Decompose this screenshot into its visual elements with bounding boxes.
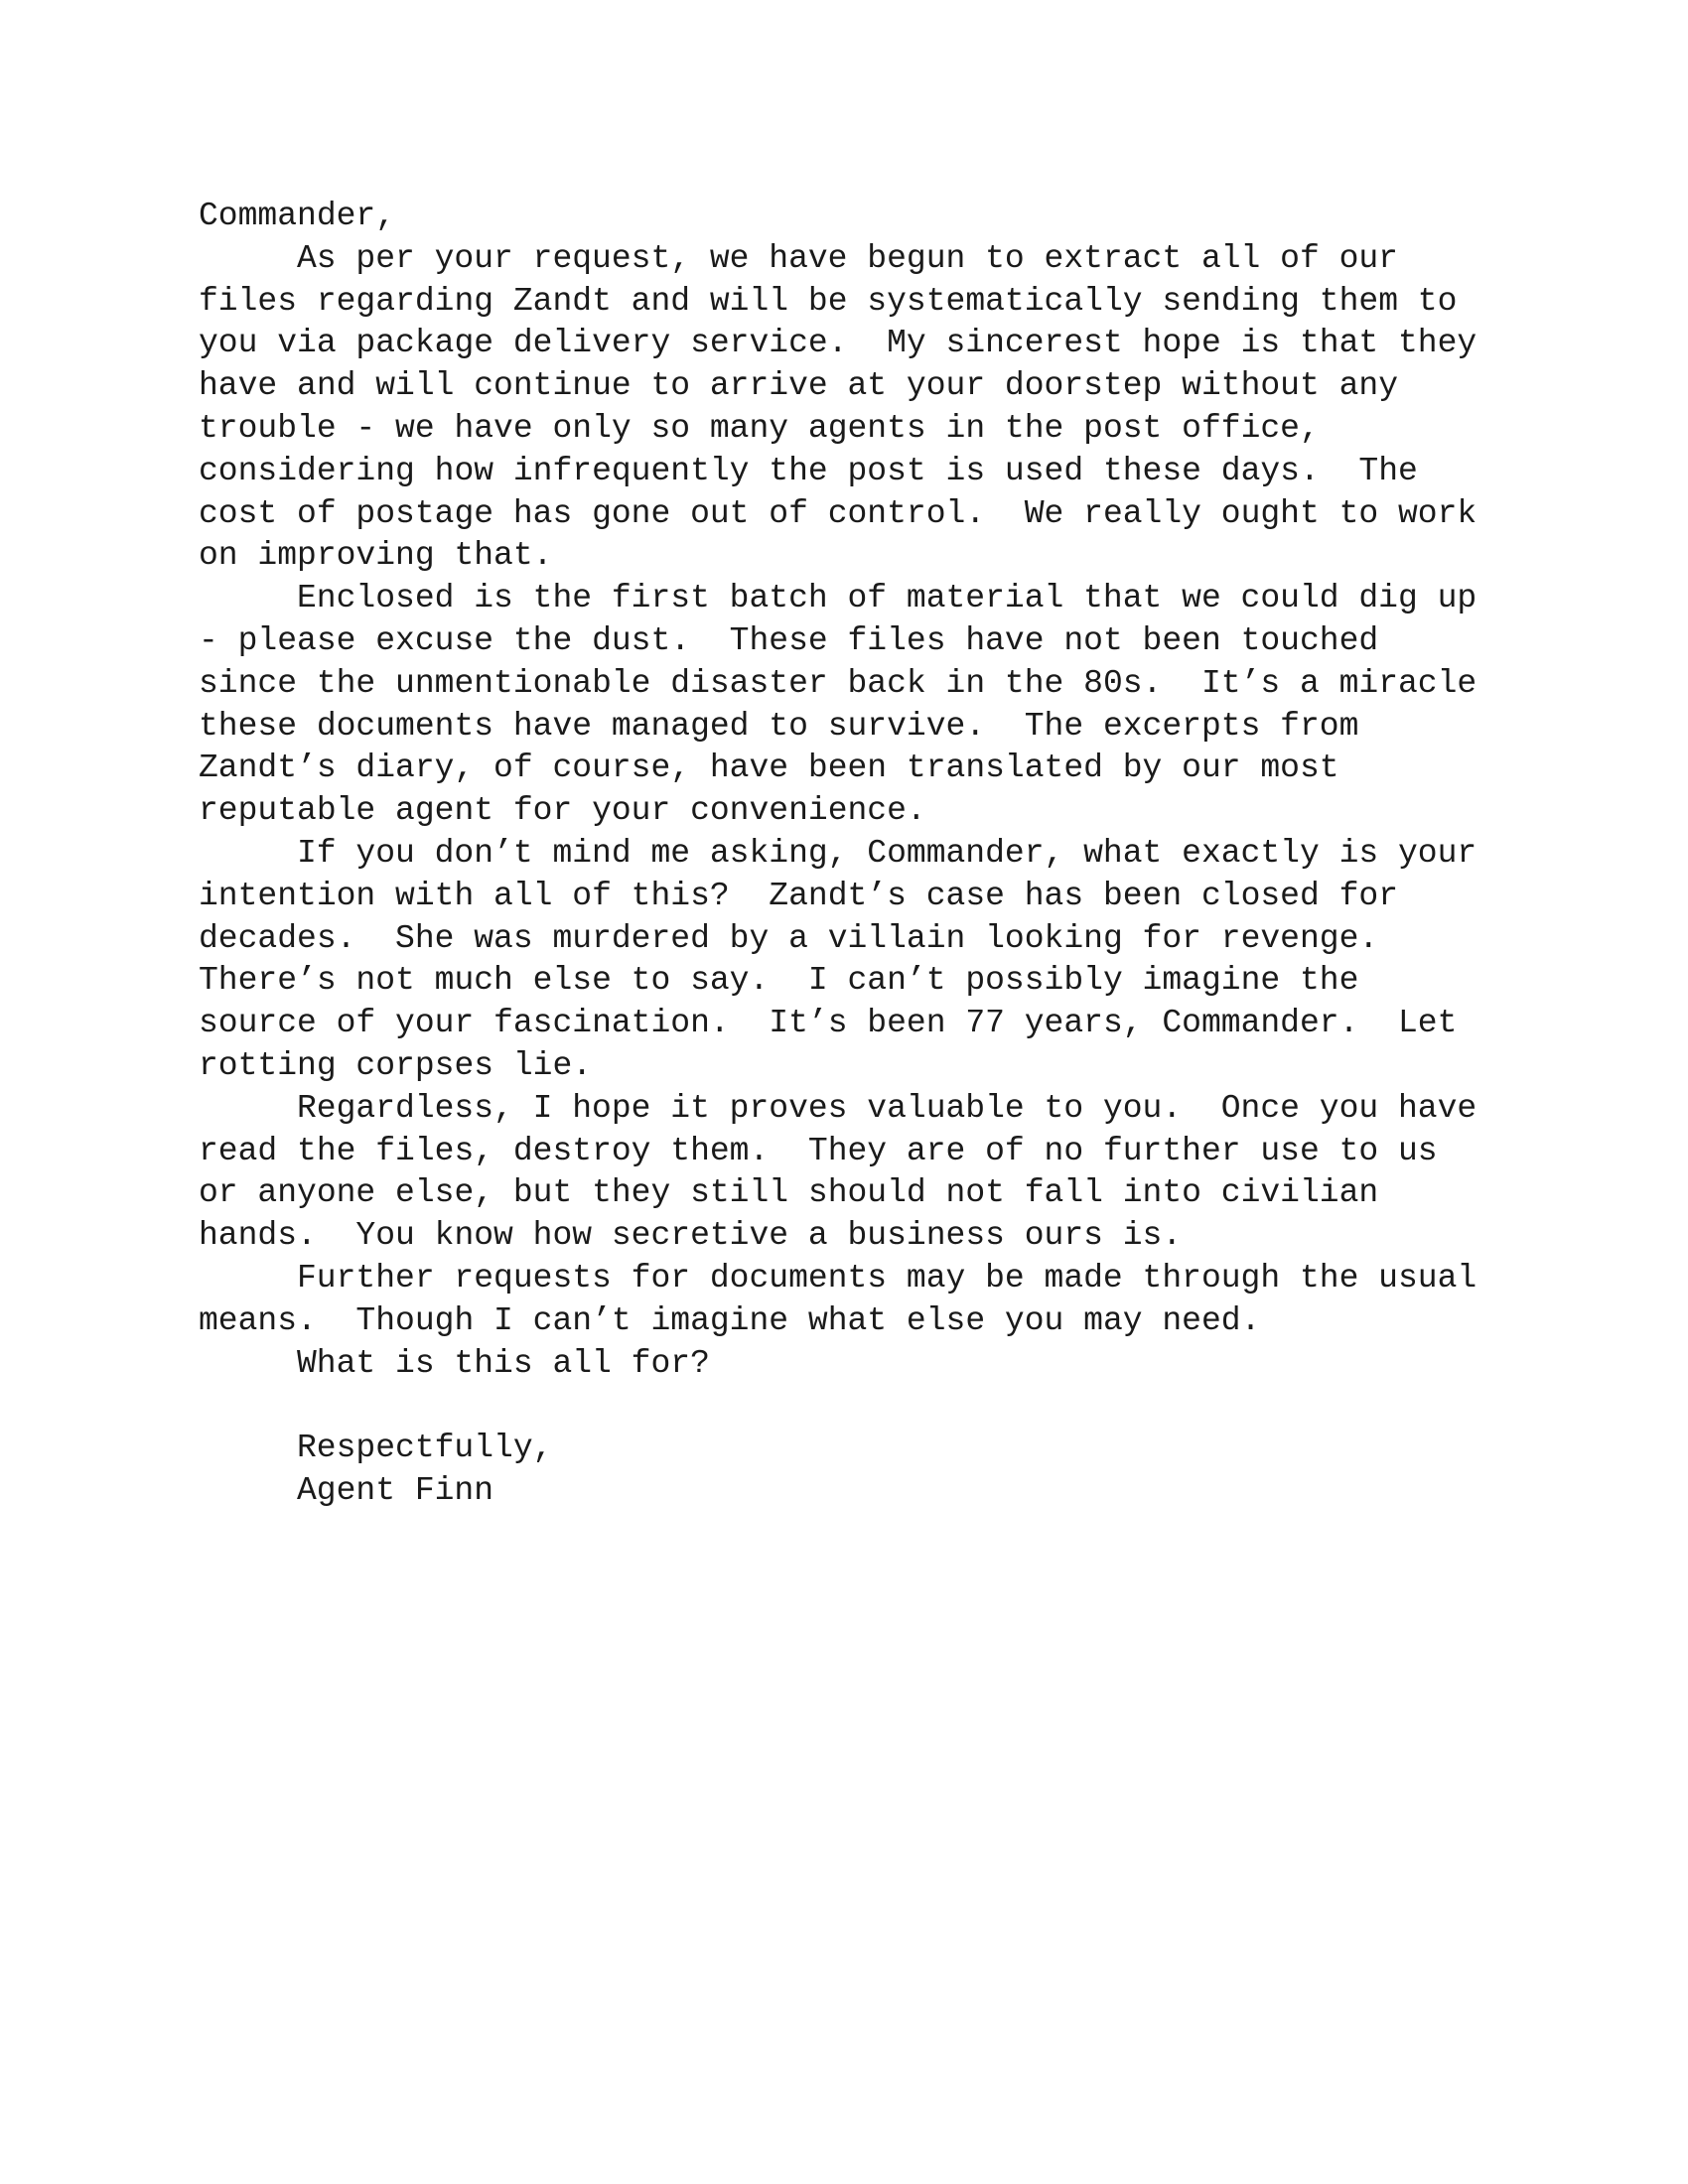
paragraph-request [199, 238, 1477, 578]
closing: Respectfully, [297, 1430, 553, 1467]
salutation: Commander, [199, 198, 396, 234]
text-line: considering how infrequently the post is used these days. The [199, 452, 1418, 489]
text-line: As per your request, we have begun to extract all of our [297, 239, 1398, 277]
text-line: rotting corpses lie. [199, 1046, 593, 1084]
text-line: or anyone else, but they still should not fall into civilian [199, 1174, 1379, 1212]
text-line: cost of postage has gone out of control. We really ought to work [199, 494, 1477, 532]
text-line: on improving that. [199, 537, 553, 575]
text-line: you via package delivery service. My sincerest hope is that they [199, 325, 1477, 362]
text-line: Zandt’s diary, of course, have been translated by our most [199, 750, 1339, 787]
text-line: since the unmentionable disaster back in the 80s. It’s a miracle [199, 664, 1477, 702]
text-line: trouble - we have only so many agents in the post office, [199, 409, 1320, 447]
paragraph-further-requests [199, 1258, 1477, 1343]
text-line: means. Though I can’t imagine what else you may need. [199, 1301, 1261, 1339]
text-line: Further requests for documents may be made through the usual [297, 1259, 1477, 1297]
text-line: hands. You know how secretive a business ours is. [199, 1217, 1183, 1255]
text-line: decades. She was murdered by a villain looking for revenge. [199, 919, 1379, 957]
text-line: Regardless, I hope it proves valuable to you. Once you have [297, 1089, 1477, 1127]
closing-question: What is this all for? [297, 1344, 710, 1382]
blank-line [199, 1385, 1477, 1428]
text-line: these documents have managed to survive. The excerpts from [199, 707, 1359, 745]
letter-body [199, 196, 1477, 1513]
text-line: intention with all of this? Zandt’s case has been closed for [199, 877, 1398, 914]
paragraph-enclosed [199, 578, 1477, 833]
text-line: files regarding Zandt and will be systematically sending them to [199, 282, 1458, 320]
text-line: There’s not much else to say. I can’t possibly imagine the [199, 962, 1359, 1000]
signature: Agent Finn [297, 1471, 494, 1509]
text-line: reputable agent for your convenience. [199, 792, 926, 830]
paragraph-destroy [199, 1088, 1477, 1258]
text-line: read the files, destroy them. They are of no further use to us [199, 1132, 1438, 1169]
text-line: - please excuse the dust. These files have not been touched [199, 621, 1379, 659]
text-line: Enclosed is the first batch of material that we could dig up [297, 580, 1477, 617]
text-line: have and will continue to arrive at your doorstep without any [199, 367, 1398, 405]
text-line: source of your fascination. It’s been 77 years, Commander. Let [199, 1005, 1458, 1042]
text-line: If you don’t mind me asking, Commander, what exactly is your [297, 834, 1477, 872]
paragraph-question [199, 833, 1477, 1088]
